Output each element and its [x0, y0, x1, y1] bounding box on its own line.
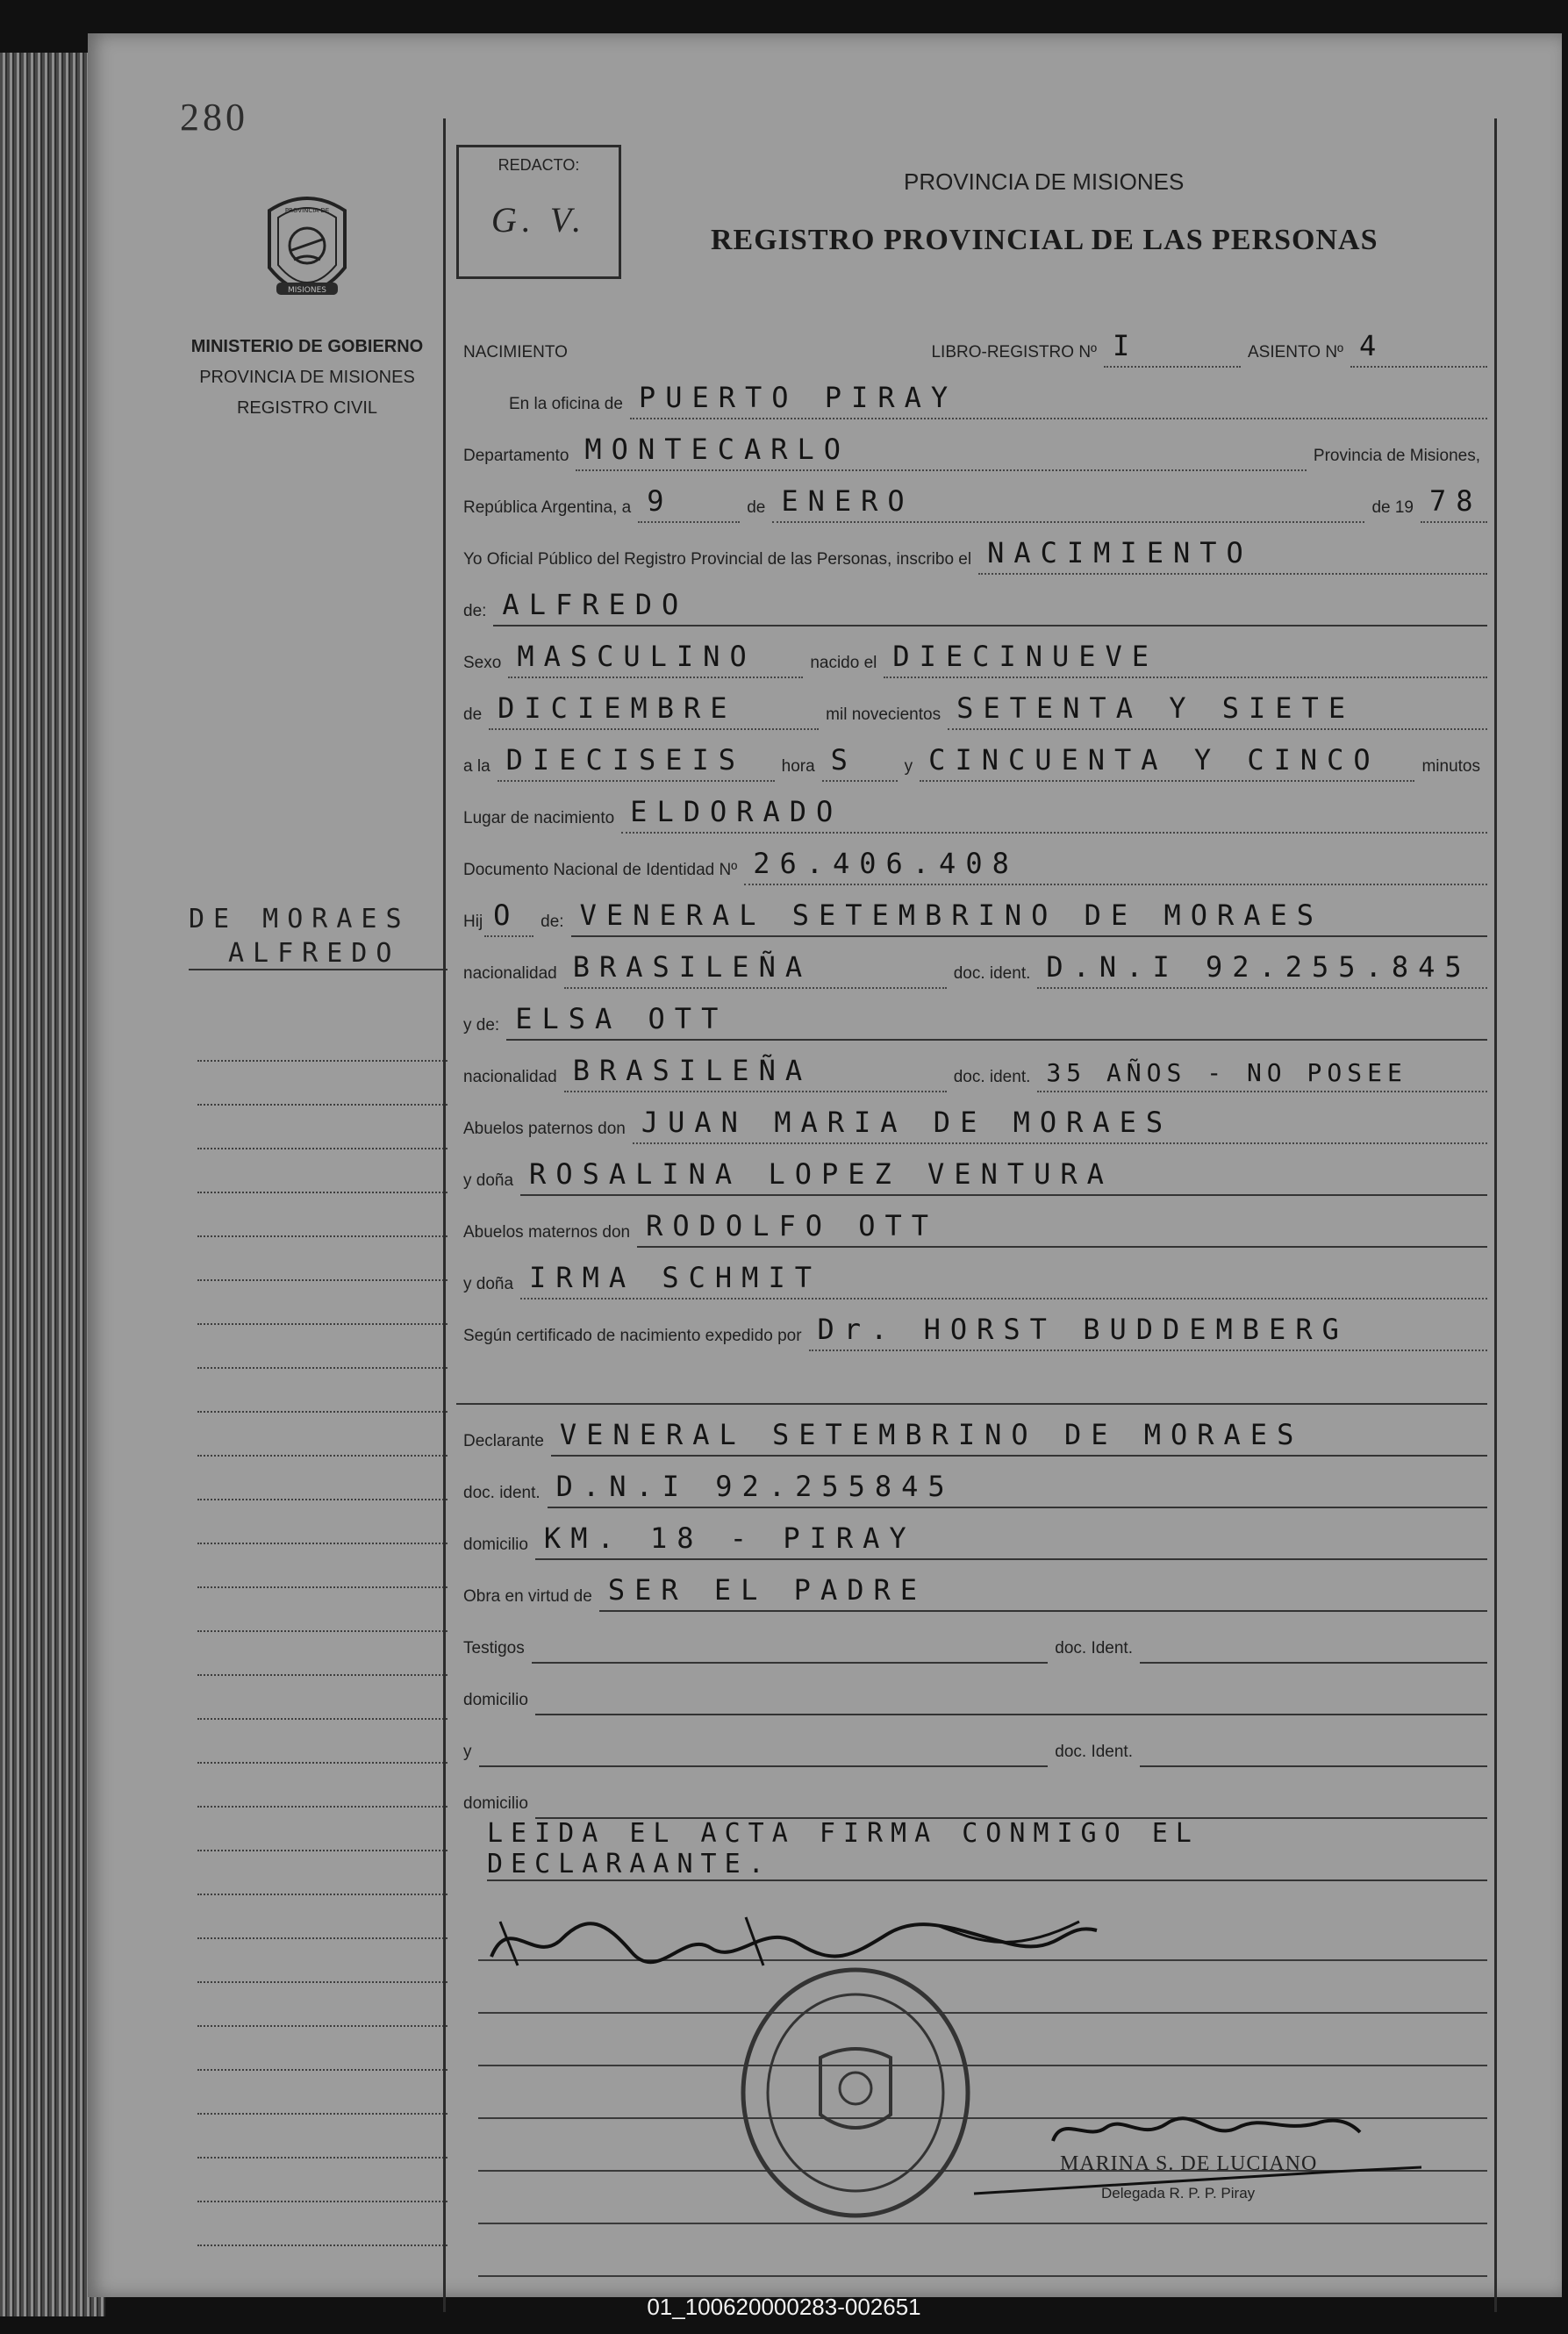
row-mother	[456, 989, 1487, 1041]
abuela-mat-value: IRMA SCHMIT	[520, 1261, 1487, 1299]
certificate-continuation-line	[456, 1351, 1487, 1405]
svg-text:MISIONES: MISIONES	[287, 286, 327, 295]
dni-value: 26.406.408	[744, 847, 1487, 885]
hijo-letter: O	[484, 899, 533, 937]
mother-doc-label: doc. ident.	[953, 1068, 1031, 1086]
provincial-emblem-icon	[259, 184, 355, 316]
row-witness-address	[456, 1664, 1487, 1715]
republic-label: República Argentina, a	[463, 498, 632, 517]
ala-label: a la	[463, 757, 490, 776]
de-colon: de:	[463, 602, 487, 620]
y-label: y	[904, 757, 913, 776]
mother-value: ELSA OTT	[506, 1002, 1487, 1041]
row-declarant-address	[456, 1508, 1487, 1560]
obra-value: SER EL PADRE	[599, 1573, 1487, 1612]
decl-doc-label: doc. ident.	[463, 1484, 541, 1502]
lugar-value: ELDORADO	[621, 795, 1487, 834]
minutes-value: CINCUENTA Y CINCO	[920, 743, 1414, 782]
row-father-nationality	[456, 937, 1487, 989]
birth-month-value: DICIEMBRE	[489, 691, 819, 730]
hora-suffix: S	[822, 743, 898, 782]
y2-label: y	[463, 1743, 472, 1761]
redacto-box	[456, 145, 621, 279]
year-value: 78	[1421, 484, 1487, 523]
hora-label: hora	[781, 757, 815, 776]
row-date	[456, 471, 1487, 523]
domicilio-value: KM. 18 - PIRAY	[535, 1521, 1487, 1560]
domicilio-label: domicilio	[463, 1536, 528, 1554]
mother-nationality: BRASILEÑA	[564, 1054, 947, 1092]
dni-label: Documento Nacional de Identidad Nº	[463, 861, 738, 879]
de-label: de	[747, 498, 766, 517]
official-name: MARINA S. DE LUCIANO	[1060, 2152, 1318, 2175]
office-label: En la oficina de	[509, 395, 623, 413]
ministry-header	[175, 184, 439, 424]
hijo-de-label: de:	[541, 913, 564, 931]
birth-year-value: SETENTA Y SIETE	[948, 691, 1487, 730]
hijo-label: Hij	[463, 913, 483, 931]
right-border-line	[1494, 118, 1497, 2312]
declarante-value: VENERAL SETEMBRINO DE MORAES	[551, 1418, 1487, 1457]
row-declarant	[456, 1405, 1487, 1457]
image-caption: 01_100620000283-002651	[647, 2294, 921, 2320]
row-maternal-grandfather	[456, 1196, 1487, 1248]
department-label: Departamento	[463, 447, 569, 465]
doc-ident2-label: doc. Ident.	[1055, 1639, 1133, 1657]
registry-title: REGISTRO PROVINCIAL DE LAS PERSONAS	[711, 224, 1378, 256]
row-certificate	[456, 1299, 1487, 1351]
redacto-value: G. V.	[490, 200, 587, 240]
row-witnesses	[456, 1612, 1487, 1664]
father-doc: D.N.I 92.255.845	[1037, 950, 1487, 989]
sexo-value: MASCULINO	[508, 640, 803, 678]
name-value: ALFREDO	[493, 588, 1487, 626]
official-label: Yo Oficial Público del Registro Provincial de las Personas, inscribo el	[463, 550, 972, 569]
abuelo-pat-value: JUAN MARIA DE MORAES	[633, 1106, 1487, 1144]
department-value: MONTECARLO	[576, 433, 1307, 471]
y-dona-mat-label: y doña	[463, 1275, 514, 1293]
act-type-label: NACIMIENTO	[463, 343, 568, 362]
libro-value: I	[1104, 329, 1241, 368]
y-de-label: y de:	[463, 1016, 500, 1035]
province-title: PROVINCIA DE MISIONES	[904, 168, 1185, 195]
nacido-label: nacido el	[810, 654, 877, 672]
province-suffix: Provincia de Misiones,	[1313, 447, 1480, 465]
abuelo-mat-value: RODOLFO OTT	[637, 1209, 1487, 1248]
margin-ruled-lines	[197, 1018, 447, 2246]
asiento-value: 4	[1350, 329, 1487, 368]
abuelos-mat-label: Abuelos maternos don	[463, 1223, 631, 1242]
row-book-entry	[456, 316, 1487, 368]
row-place	[456, 782, 1487, 834]
domicilio2-label: domicilio	[463, 1691, 528, 1709]
de-month-label: de	[463, 705, 483, 724]
sexo-label: Sexo	[463, 654, 502, 672]
year-prefix: de 19	[1371, 498, 1414, 517]
doc-ident-label: doc. ident.	[953, 964, 1031, 983]
row-witness-2	[456, 1715, 1487, 1767]
certificado-label: Según certificado de nacimiento expedido por	[463, 1327, 802, 1345]
ministry-name: MINISTERIO DE GOBIERNO	[190, 337, 424, 356]
row-witness-2-address	[456, 1767, 1487, 1819]
birth-record-form	[456, 316, 1487, 1819]
official-value: NACIMIENTO	[978, 536, 1487, 575]
father-value: VENERAL SETEMBRINO DE MORAES	[571, 899, 1487, 937]
hour-value: DIECISEIS	[498, 743, 775, 782]
row-declarant-doc	[456, 1457, 1487, 1508]
row-father	[456, 885, 1487, 937]
lugar-label: Lugar de nacimiento	[463, 809, 615, 827]
mother-nacionalidad-label: nacionalidad	[463, 1068, 557, 1086]
declarante-label: Declarante	[463, 1432, 544, 1450]
office-value: PUERTO PIRAY	[630, 381, 1487, 419]
day-value: 9	[638, 484, 740, 523]
row-official	[456, 523, 1487, 575]
certificado-value: Dr. HORST BUDDEMBERG	[809, 1313, 1487, 1351]
mother-doc: 35 AÑOS - NO POSEE	[1037, 1058, 1487, 1092]
libro-label: LIBRO-REGISTRO Nº	[931, 343, 1097, 362]
testigos-label: Testigos	[463, 1639, 525, 1657]
row-birth-month	[456, 678, 1487, 730]
ministry-province: PROVINCIA DE MISIONES	[199, 368, 415, 387]
margin-surname: DE MORAES	[189, 904, 411, 934]
row-office	[456, 368, 1487, 419]
svg-text:PROVINCIA DE: PROVINCIA DE	[284, 207, 330, 214]
nacido-value: DIECINUEVE	[884, 640, 1487, 678]
father-nationality: BRASILEÑA	[564, 950, 947, 989]
left-border-line	[443, 118, 446, 2312]
nacionalidad-label: nacionalidad	[463, 964, 557, 983]
row-name	[456, 575, 1487, 626]
official-title: Delegada R. P. P. Piray	[1101, 2185, 1256, 2202]
margin-given-name: ALFREDO	[189, 938, 447, 970]
domicilio3-label: domicilio	[463, 1794, 528, 1813]
row-maternal-grandmother	[456, 1248, 1487, 1299]
month-value: ENERO	[772, 484, 1364, 523]
doc-ident3-label: doc. Ident.	[1055, 1743, 1133, 1761]
row-paternal-grandmother	[456, 1144, 1487, 1196]
abuela-pat-value: ROSALINA LOPEZ VENTURA	[520, 1157, 1487, 1196]
minutos-label: minutos	[1421, 757, 1480, 776]
page-number: 280	[180, 96, 248, 139]
decl-doc-value: D.N.I 92.255845	[548, 1470, 1487, 1508]
row-sex	[456, 626, 1487, 678]
row-paternal-grandfather	[456, 1092, 1487, 1144]
closing-legend: LEIDA EL ACTA FIRMA CONMIGO EL DECLARAANTE.	[487, 1818, 1487, 1881]
mil-label: mil novecientos	[826, 705, 942, 724]
row-department	[456, 419, 1487, 471]
redacto-label: REDACTO:	[498, 156, 580, 174]
row-reason	[456, 1560, 1487, 1612]
ministry-registry: REGISTRO CIVIL	[236, 398, 378, 418]
official-seal-icon	[737, 1965, 974, 2220]
row-mother-nationality	[456, 1041, 1487, 1092]
row-hour	[456, 730, 1487, 782]
asiento-label: ASIENTO Nº	[1248, 343, 1343, 362]
obra-label: Obra en virtud de	[463, 1587, 592, 1606]
margin-note	[189, 904, 447, 970]
row-dni	[456, 834, 1487, 885]
abuelos-pat-label: Abuelos paternos don	[463, 1120, 626, 1138]
y-dona-label: y doña	[463, 1171, 514, 1190]
